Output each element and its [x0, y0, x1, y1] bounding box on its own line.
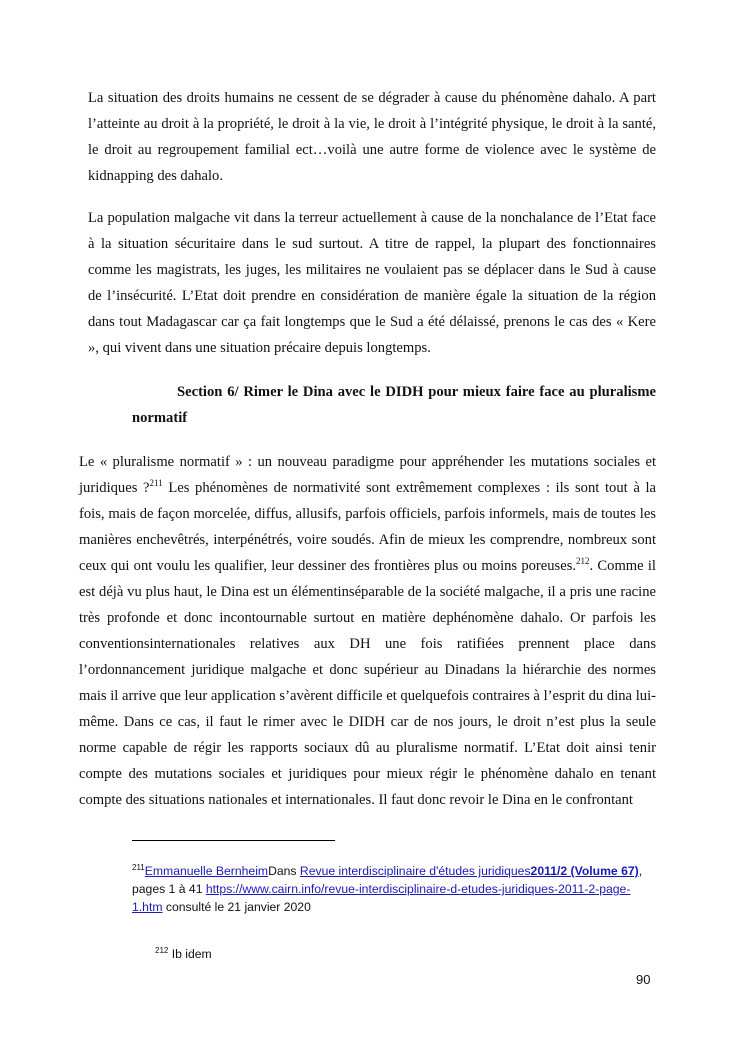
footnote-text: consulté le 21 janvier 2020 — [162, 900, 311, 914]
section-heading: Section 6/ Rimer le Dina avec le DIDH pour mieux faire face au pluralisme normatif — [132, 384, 656, 426]
footnote-ref-211[interactable]: 211 — [149, 478, 163, 488]
footnote-212 — [155, 945, 212, 963]
paragraph-1: La situation des droits humains ne cessent de se dégrader à cause du phénomène dahalo. A part l’atteinte au droit à la propriété, le droit à la vie, le droit à l’intégrité physique, le droit à la santé, le droit au regroupement familial ect…voilà une autre forme de violence avec le système de kidnapping des dahalo. — [88, 90, 656, 184]
footnote-text: Dans — [268, 864, 300, 878]
journal-link[interactable]: Revue interdisciplinaire d'études juridiques — [299, 864, 531, 878]
footnote-text: , pages 1 à 41 — [132, 864, 643, 896]
url-link[interactable]: https://www.cairn.info/revue-interdisciplinaire-d-etudes-juridiques-2011-2-page-1.htm — [132, 882, 631, 914]
paragraph-2: La population malgache vit dans la terreur actuellement à cause de la nonchalance de l’Etat face à la situation sécuritaire dans le sud surtout. A titre de rappel, la plupart des fonctionnaires comme les magistrats, les juges, les militaires ne voulaient pas se déplacer dans le Sud à cause de l’insécurité. L’Etat doit prendre en considération de manière égale la situation de la région dans tout Madagascar car ça fait longtemps que le Sud a été délaissé, prenons le cas des « Kere », qui vivent dans une situation précaire depuis longtemps. — [88, 210, 656, 356]
issue-link[interactable]: 2011/2 (Volume 67) — [530, 864, 639, 878]
footnote-separator — [132, 840, 335, 841]
footnote-number: 212 — [155, 946, 169, 955]
p3-part-b: Les phénomènes de normativité sont extrêmement complexes : ils sont tout à la fois, mais de façon morcelée, diffus, allusifs, parfois officiels, parfois informels, mais de toutes les manières enchevêtrés, interpénétrés, voire soudés. Afin de mieux les comprendre, nombreux sont ceux qui ont voulu les qualifier, leur dessiner des frontières plus ou moins poreuses. — [79, 480, 656, 574]
footnote-number: 211 — [132, 863, 145, 872]
footnote-text: Ib idem — [168, 947, 212, 961]
footnote-211 — [132, 862, 652, 916]
p3-part-a: Le « pluralisme normatif » : un nouveau paradigme pour appréhender les mutations sociales et juridiques ? — [79, 454, 656, 496]
paragraph-3 — [79, 449, 656, 813]
footnote-ref-212[interactable]: 212 — [576, 556, 590, 566]
page-number: 90 — [636, 972, 651, 987]
author-link[interactable]: Emmanuelle Bernheim — [144, 864, 269, 878]
p3-part-c: . Comme il est déjà vu plus haut, le Dina est un élémentinséparable de la société malgache, il a pris une racine très profonde et donc incontournable surtout en matière dephénomène dahalo. Or parfois les conventionsinternationales relatives aux DH une fois ratifiées prennent place dans l’ordonnancement juridique malgache et donc supérieur au Dinadans la hiérarchie des normes mais il arrive que leur application s’avèrent difficile et quelquefois contraires à l’esprit du dina lui-même. Dans ce cas, il faut le rimer avec le DIDH car de nos jours, le droit n’est plus la seule norme capable de régir les rapports sociaux dû au pluralisme normatif. L’Etat doit ainsi tenir compte des mutations sociales et juridiques pour mieux régir le phénomène dahalo en tenant compte des situations nationales et internationales. Il faut donc revoir le Dina en le confrontant — [79, 558, 656, 808]
